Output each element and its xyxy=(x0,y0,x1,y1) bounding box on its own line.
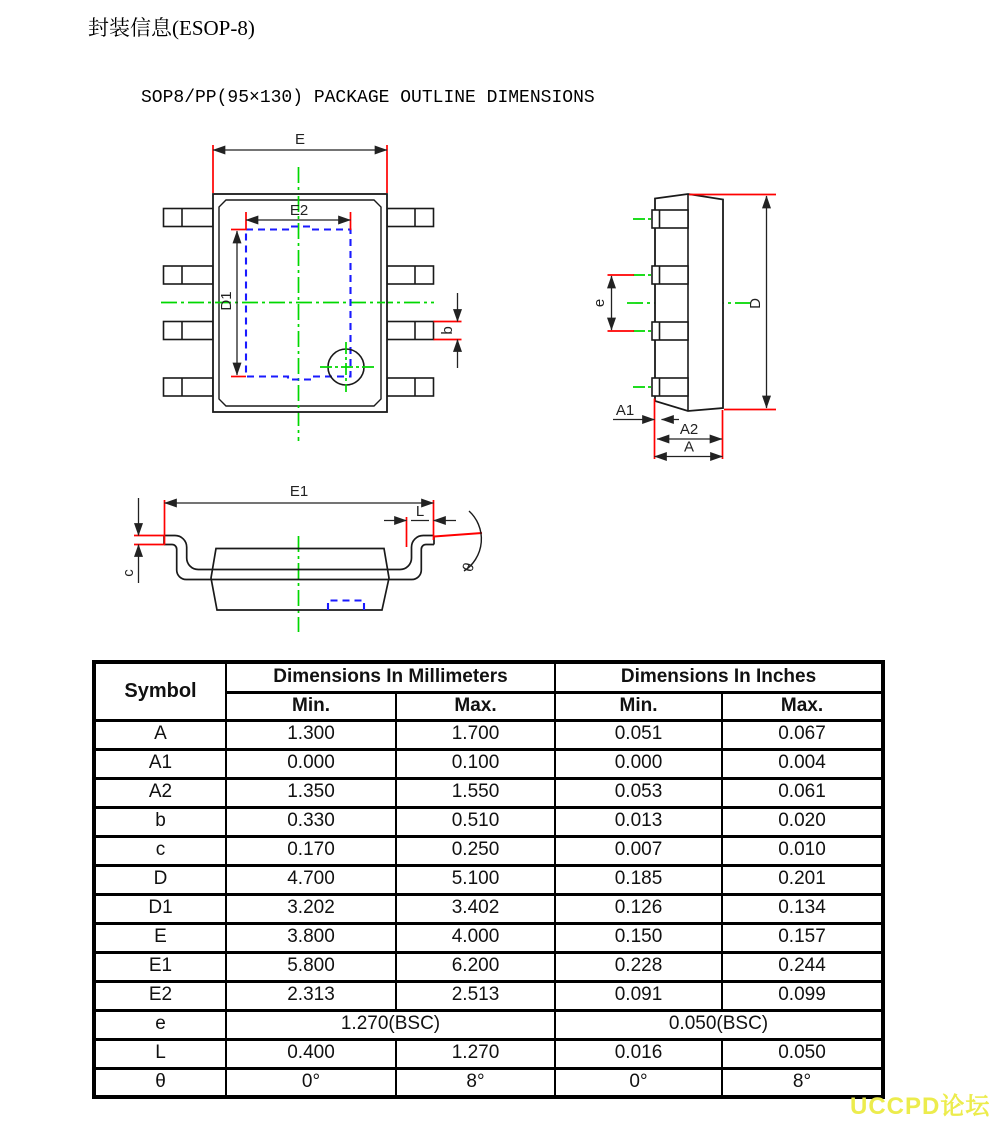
value-cell: 2.313 xyxy=(226,981,396,1010)
value-cell: 3.402 xyxy=(396,894,555,923)
symbol-cell: D xyxy=(94,865,226,894)
value-cell: 0.013 xyxy=(555,807,722,836)
table-row xyxy=(94,894,883,923)
value-cell: 0.091 xyxy=(555,981,722,1010)
dim-label-A1: A1 xyxy=(615,402,635,419)
symbol-cell: E xyxy=(94,923,226,952)
value-cell: 0.400 xyxy=(226,1039,396,1068)
header-symbol: Symbol xyxy=(94,662,226,720)
dim-label-A2: A2 xyxy=(679,421,699,438)
table-row xyxy=(94,923,883,952)
drawing-title: SOP8/PP(95×130) PACKAGE OUTLINE DIMENSIONS xyxy=(141,88,595,108)
value-cell: 4.700 xyxy=(226,865,396,894)
value-cell: 0.016 xyxy=(555,1039,722,1068)
pad-notch xyxy=(328,601,364,611)
value-cell-span: 1.270(BSC) xyxy=(226,1010,555,1039)
side-view xyxy=(591,194,776,459)
header-mm-max: Max. xyxy=(396,692,555,720)
dim-label-L: L xyxy=(415,503,425,520)
symbol-cell: θ xyxy=(94,1068,226,1097)
header-inch-group: Dimensions In Inches xyxy=(555,662,883,692)
table-row xyxy=(94,778,883,807)
symbol-cell: A1 xyxy=(94,749,226,778)
value-cell: 0.157 xyxy=(722,923,883,952)
value-cell: 0.067 xyxy=(722,720,883,749)
value-cell: 3.800 xyxy=(226,923,396,952)
value-cell: 0.510 xyxy=(396,807,555,836)
value-cell: 0.250 xyxy=(396,836,555,865)
header-mm-min: Min. xyxy=(226,692,396,720)
value-cell: 0.004 xyxy=(722,749,883,778)
value-cell: 1.700 xyxy=(396,720,555,749)
symbol-cell: E1 xyxy=(94,952,226,981)
dim-label-e: e xyxy=(591,298,608,308)
table-row xyxy=(94,865,883,894)
value-cell: 8° xyxy=(396,1068,555,1097)
header-in-max: Max. xyxy=(722,692,883,720)
symbol-cell: e xyxy=(94,1010,226,1039)
value-cell: 0.201 xyxy=(722,865,883,894)
page-title: 封装信息(ESOP-8) xyxy=(88,16,255,40)
value-cell: 0.244 xyxy=(722,952,883,981)
symbol-cell: A xyxy=(94,720,226,749)
table-row xyxy=(94,1039,883,1068)
table-row xyxy=(94,1068,883,1097)
dimensions-table xyxy=(92,660,885,1099)
value-cell: 0.099 xyxy=(722,981,883,1010)
value-cell: 1.300 xyxy=(226,720,396,749)
value-cell: 0.007 xyxy=(555,836,722,865)
table-row xyxy=(94,952,883,981)
symbol-cell: E2 xyxy=(94,981,226,1010)
header-mm-group: Dimensions In Millimeters xyxy=(226,662,555,692)
value-cell: 0.051 xyxy=(555,720,722,749)
dim-label-c: c xyxy=(120,569,137,577)
dim-label-E1: E1 xyxy=(289,483,309,500)
symbol-cell: A2 xyxy=(94,778,226,807)
table-row xyxy=(94,749,883,778)
symbol-cell: D1 xyxy=(94,894,226,923)
top-view xyxy=(161,131,462,441)
value-cell: 0.126 xyxy=(555,894,722,923)
value-cell: 0.185 xyxy=(555,865,722,894)
table-row xyxy=(94,807,883,836)
value-cell: 0.050 xyxy=(722,1039,883,1068)
dim-label-b: b xyxy=(439,326,456,335)
value-cell: 0.170 xyxy=(226,836,396,865)
value-cell: 0.053 xyxy=(555,778,722,807)
table-row xyxy=(94,836,883,865)
dim-label-E2: E2 xyxy=(289,202,309,219)
value-cell: 0.100 xyxy=(396,749,555,778)
value-cell: 6.200 xyxy=(396,952,555,981)
forum-watermark: UCCPD论坛 xyxy=(850,1093,991,1120)
value-cell: 3.202 xyxy=(226,894,396,923)
value-cell: 0.228 xyxy=(555,952,722,981)
value-cell: 8° xyxy=(722,1068,883,1097)
front-view xyxy=(120,483,482,632)
symbol-cell: b xyxy=(94,807,226,836)
dim-label-A: A xyxy=(683,438,695,456)
value-cell: 0.134 xyxy=(722,894,883,923)
value-cell: 1.350 xyxy=(226,778,396,807)
value-cell: 0° xyxy=(555,1068,722,1097)
value-cell: 0.000 xyxy=(555,749,722,778)
dim-label-D1: D1 xyxy=(218,291,235,311)
dim-label-theta: θ xyxy=(459,560,479,575)
dim-label-D: D xyxy=(747,298,764,309)
symbol-cell: c xyxy=(94,836,226,865)
value-cell: 5.800 xyxy=(226,952,396,981)
value-cell: 0.000 xyxy=(226,749,396,778)
symbol-cell: L xyxy=(94,1039,226,1068)
header-in-min: Min. xyxy=(555,692,722,720)
value-cell: 5.100 xyxy=(396,865,555,894)
table-row-e xyxy=(94,1010,883,1039)
value-cell: 2.513 xyxy=(396,981,555,1010)
value-cell: 0.020 xyxy=(722,807,883,836)
value-cell: 0.061 xyxy=(722,778,883,807)
value-cell: 0° xyxy=(226,1068,396,1097)
table-row xyxy=(94,720,883,749)
value-cell-span: 0.050(BSC) xyxy=(555,1010,883,1039)
value-cell: 4.000 xyxy=(396,923,555,952)
value-cell: 0.150 xyxy=(555,923,722,952)
value-cell: 1.550 xyxy=(396,778,555,807)
table-row xyxy=(94,981,883,1010)
value-cell: 1.270 xyxy=(396,1039,555,1068)
dim-label-E: E xyxy=(294,131,306,148)
value-cell: 0.330 xyxy=(226,807,396,836)
value-cell: 0.010 xyxy=(722,836,883,865)
